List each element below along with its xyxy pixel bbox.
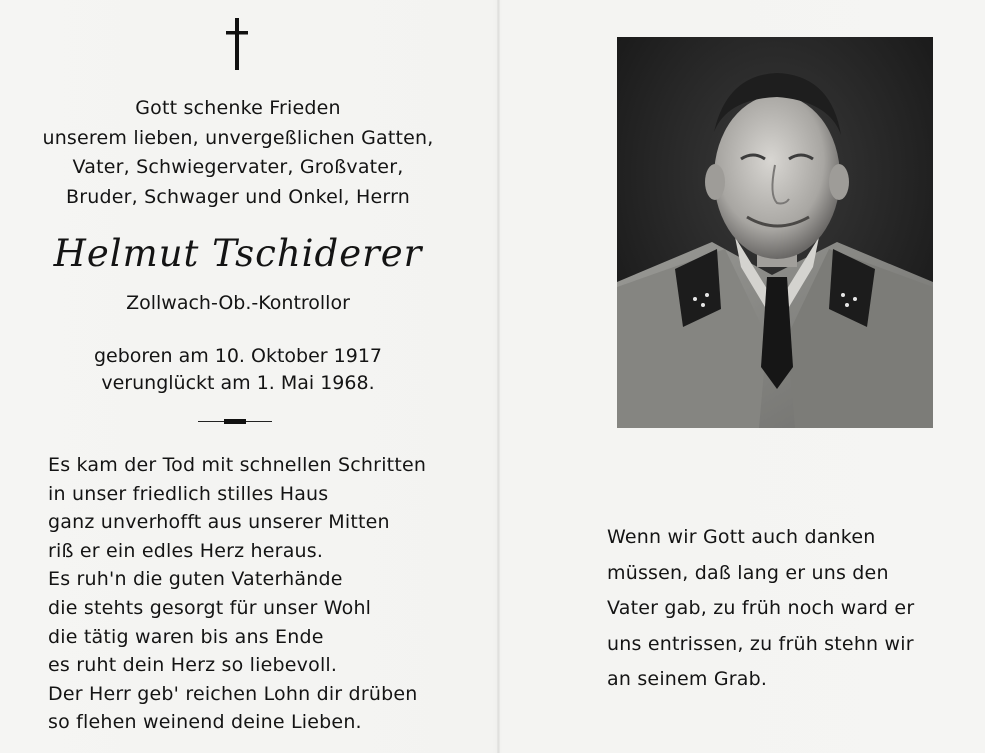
closing-verse: [607, 520, 977, 698]
verse-line: müssen, daß lang er uns den: [607, 561, 889, 584]
deceased-title: Zollwach-Ob.-Kontrollor: [126, 292, 350, 314]
divider-bar: [224, 419, 246, 424]
poem-line: die stehts gesorgt für unser Wohl: [48, 596, 372, 619]
poem-line: Es kam der Tod mit schnellen Schritten: [48, 454, 427, 476]
poem-line: Der Herr geb' reichen Lohn dir drüben: [48, 682, 418, 705]
verse-line: uns entrissen, zu früh stehn wir: [607, 632, 914, 655]
ornamental-divider: [198, 418, 272, 426]
poem-line: ganz unverhofft aus unserer Mitten: [48, 511, 390, 534]
poem-line: riß er ein edles Herz heraus.: [48, 539, 324, 562]
portrait-photo: [617, 37, 933, 428]
poem-line: Es ruh'n die guten Vaterhände: [48, 568, 343, 591]
intro-text: [20, 94, 456, 212]
life-dates: [20, 343, 456, 397]
right-panel: [500, 0, 985, 753]
poem-line: in unser friedlich stilles Haus: [48, 482, 329, 505]
intro-line: Vater, Schwiegervater, Großvater,: [72, 156, 404, 178]
intro-line: Bruder, Schwager und Onkel, Herrn: [66, 185, 410, 208]
verse-line: an seinem Grab.: [607, 668, 768, 690]
verse-line: Wenn wir Gott auch danken: [607, 526, 876, 548]
portrait-illustration: [617, 37, 933, 428]
verse-line: Vater gab, zu früh noch ward er: [607, 597, 915, 619]
birth-date: geboren am 10. Oktober 1917: [93, 345, 383, 367]
poem-line: so flehen weinend deine Lieben.: [48, 711, 362, 734]
poem: [48, 451, 468, 737]
deceased-name: Helmut Tschiderer: [53, 232, 423, 275]
death-date: verunglückt am 1. Mai 1968.: [101, 372, 375, 394]
cross-icon: [226, 18, 248, 70]
intro-line: unserem lieben, unvergeßlichen Gatten,: [42, 126, 434, 149]
poem-line: es ruht dein Herz so liebevoll.: [48, 654, 338, 677]
intro-line: Gott schenke Frieden: [135, 97, 341, 119]
poem-line: die tätig waren bis ans Ende: [48, 625, 324, 648]
